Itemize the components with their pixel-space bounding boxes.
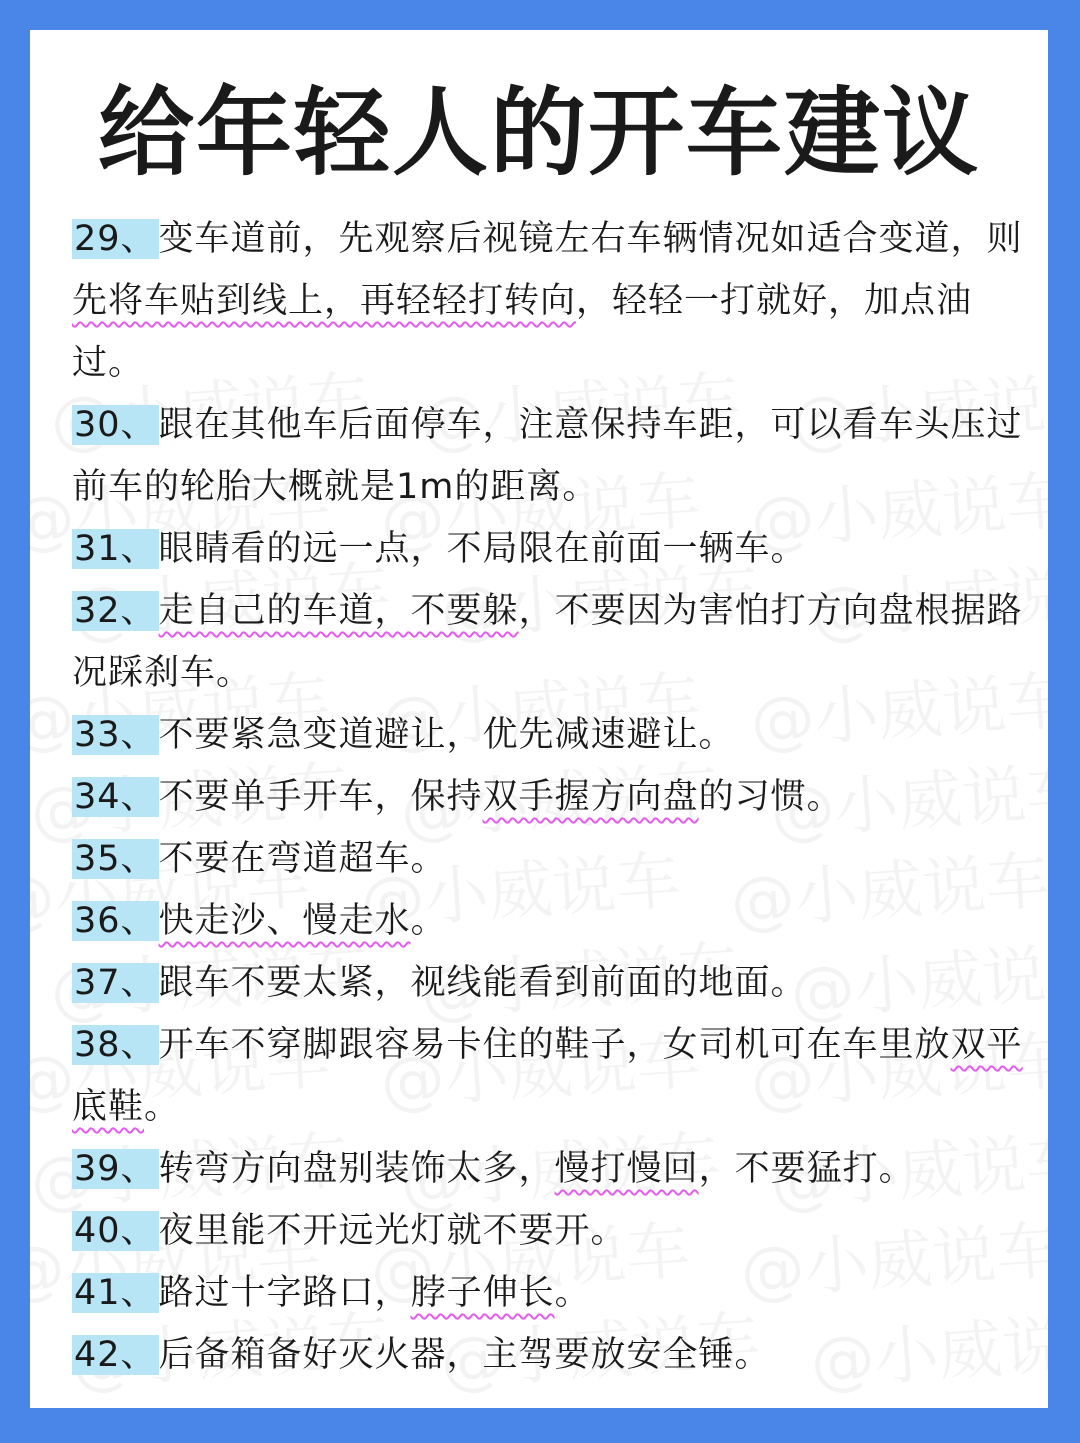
tip-item (72, 518, 1027, 580)
tip-number: 38、 (74, 1025, 157, 1065)
tip-text: 路过十字路口， (158, 1273, 411, 1313)
tip-highlight-text: 双手握方向盘 (482, 777, 699, 817)
tip-item (72, 1262, 1027, 1324)
tips-list (72, 208, 1027, 1386)
tip-item (72, 1014, 1027, 1138)
tip-item (72, 580, 1027, 704)
tip-item (72, 1200, 1027, 1262)
tip-item (72, 952, 1027, 1014)
tip-text: 跟车不要太紧，视线能看到前面的地面。 (158, 963, 807, 1003)
tip-number: 39、 (74, 1149, 157, 1189)
tip-number: 41、 (74, 1273, 157, 1313)
tip-item (72, 1138, 1027, 1200)
tip-number: 29、 (74, 219, 157, 259)
tip-number: 32、 (74, 591, 157, 631)
tip-item (72, 1324, 1027, 1386)
tip-text: 。 (554, 1273, 591, 1313)
tip-text: ，不要因为害怕打方向盘根据路况踩刹车。 (72, 591, 1023, 693)
tip-number: 37、 (74, 963, 157, 1003)
tip-text: 。 (410, 901, 447, 941)
tip-number: 31、 (74, 529, 157, 569)
tip-number: 33、 (74, 715, 157, 755)
tip-text: 跟在其他车后面停车，注意保持车距，可以看车头压过前车的轮胎大概就是1m的距离。 (72, 405, 1023, 507)
tip-highlight-text: 先将车贴到线上，再轻轻打转向 (72, 281, 577, 321)
tip-highlight-text: 快走沙、慢走水 (158, 901, 411, 941)
tip-text: 转弯方向盘别装饰太多， (158, 1149, 555, 1189)
tip-highlight-text: 脖子伸长 (410, 1273, 555, 1313)
tip-number: 42、 (74, 1335, 157, 1375)
tip-number: 30、 (74, 405, 157, 445)
tip-item (72, 890, 1027, 952)
tip-item (72, 208, 1027, 394)
content-card (30, 30, 1048, 1408)
tip-highlight-text: 走自己的车道，不要躲 (158, 591, 519, 631)
tip-highlight-text: 慢打慢回 (554, 1149, 699, 1189)
tip-text: 夜里能不开远光灯就不要开。 (158, 1211, 627, 1251)
tip-number: 40、 (74, 1211, 157, 1251)
tip-number: 36、 (74, 901, 157, 941)
tip-item (72, 766, 1027, 828)
tip-text: 后备箱备好灭火器，主驾要放安全锤。 (158, 1335, 771, 1375)
page-title (82, 78, 996, 188)
tip-item (72, 828, 1027, 890)
tip-text: ，不要猛打。 (698, 1149, 915, 1189)
tip-text: 。 (144, 1087, 181, 1127)
page-title-text: 给年轻人的开车建议 (98, 77, 980, 189)
tip-text: 不要单手开车，保持 (158, 777, 483, 817)
tip-item (72, 394, 1027, 518)
title-area (30, 78, 1048, 188)
tip-highlight-text: 双平底鞋 (72, 1025, 1023, 1127)
tip-number: 34、 (74, 777, 157, 817)
tip-text: 的习惯。 (698, 777, 843, 817)
tip-item (72, 704, 1027, 766)
tip-text: ，轻轻一打就好，加点油过。 (72, 281, 973, 383)
tip-text: 变车道前，先观察后视镜左右车辆情况如适合变道，则 (158, 219, 1023, 259)
tip-number: 35、 (74, 839, 157, 879)
tip-text: 开车不穿脚跟容易卡住的鞋子，女司机可在车里放 (158, 1025, 951, 1065)
tip-text: 眼睛看的远一点，不局限在前面一辆车。 (158, 529, 807, 569)
tip-text: 不要紧急变道避让，优先减速避让。 (158, 715, 735, 755)
tip-text: 不要在弯道超车。 (158, 839, 447, 879)
